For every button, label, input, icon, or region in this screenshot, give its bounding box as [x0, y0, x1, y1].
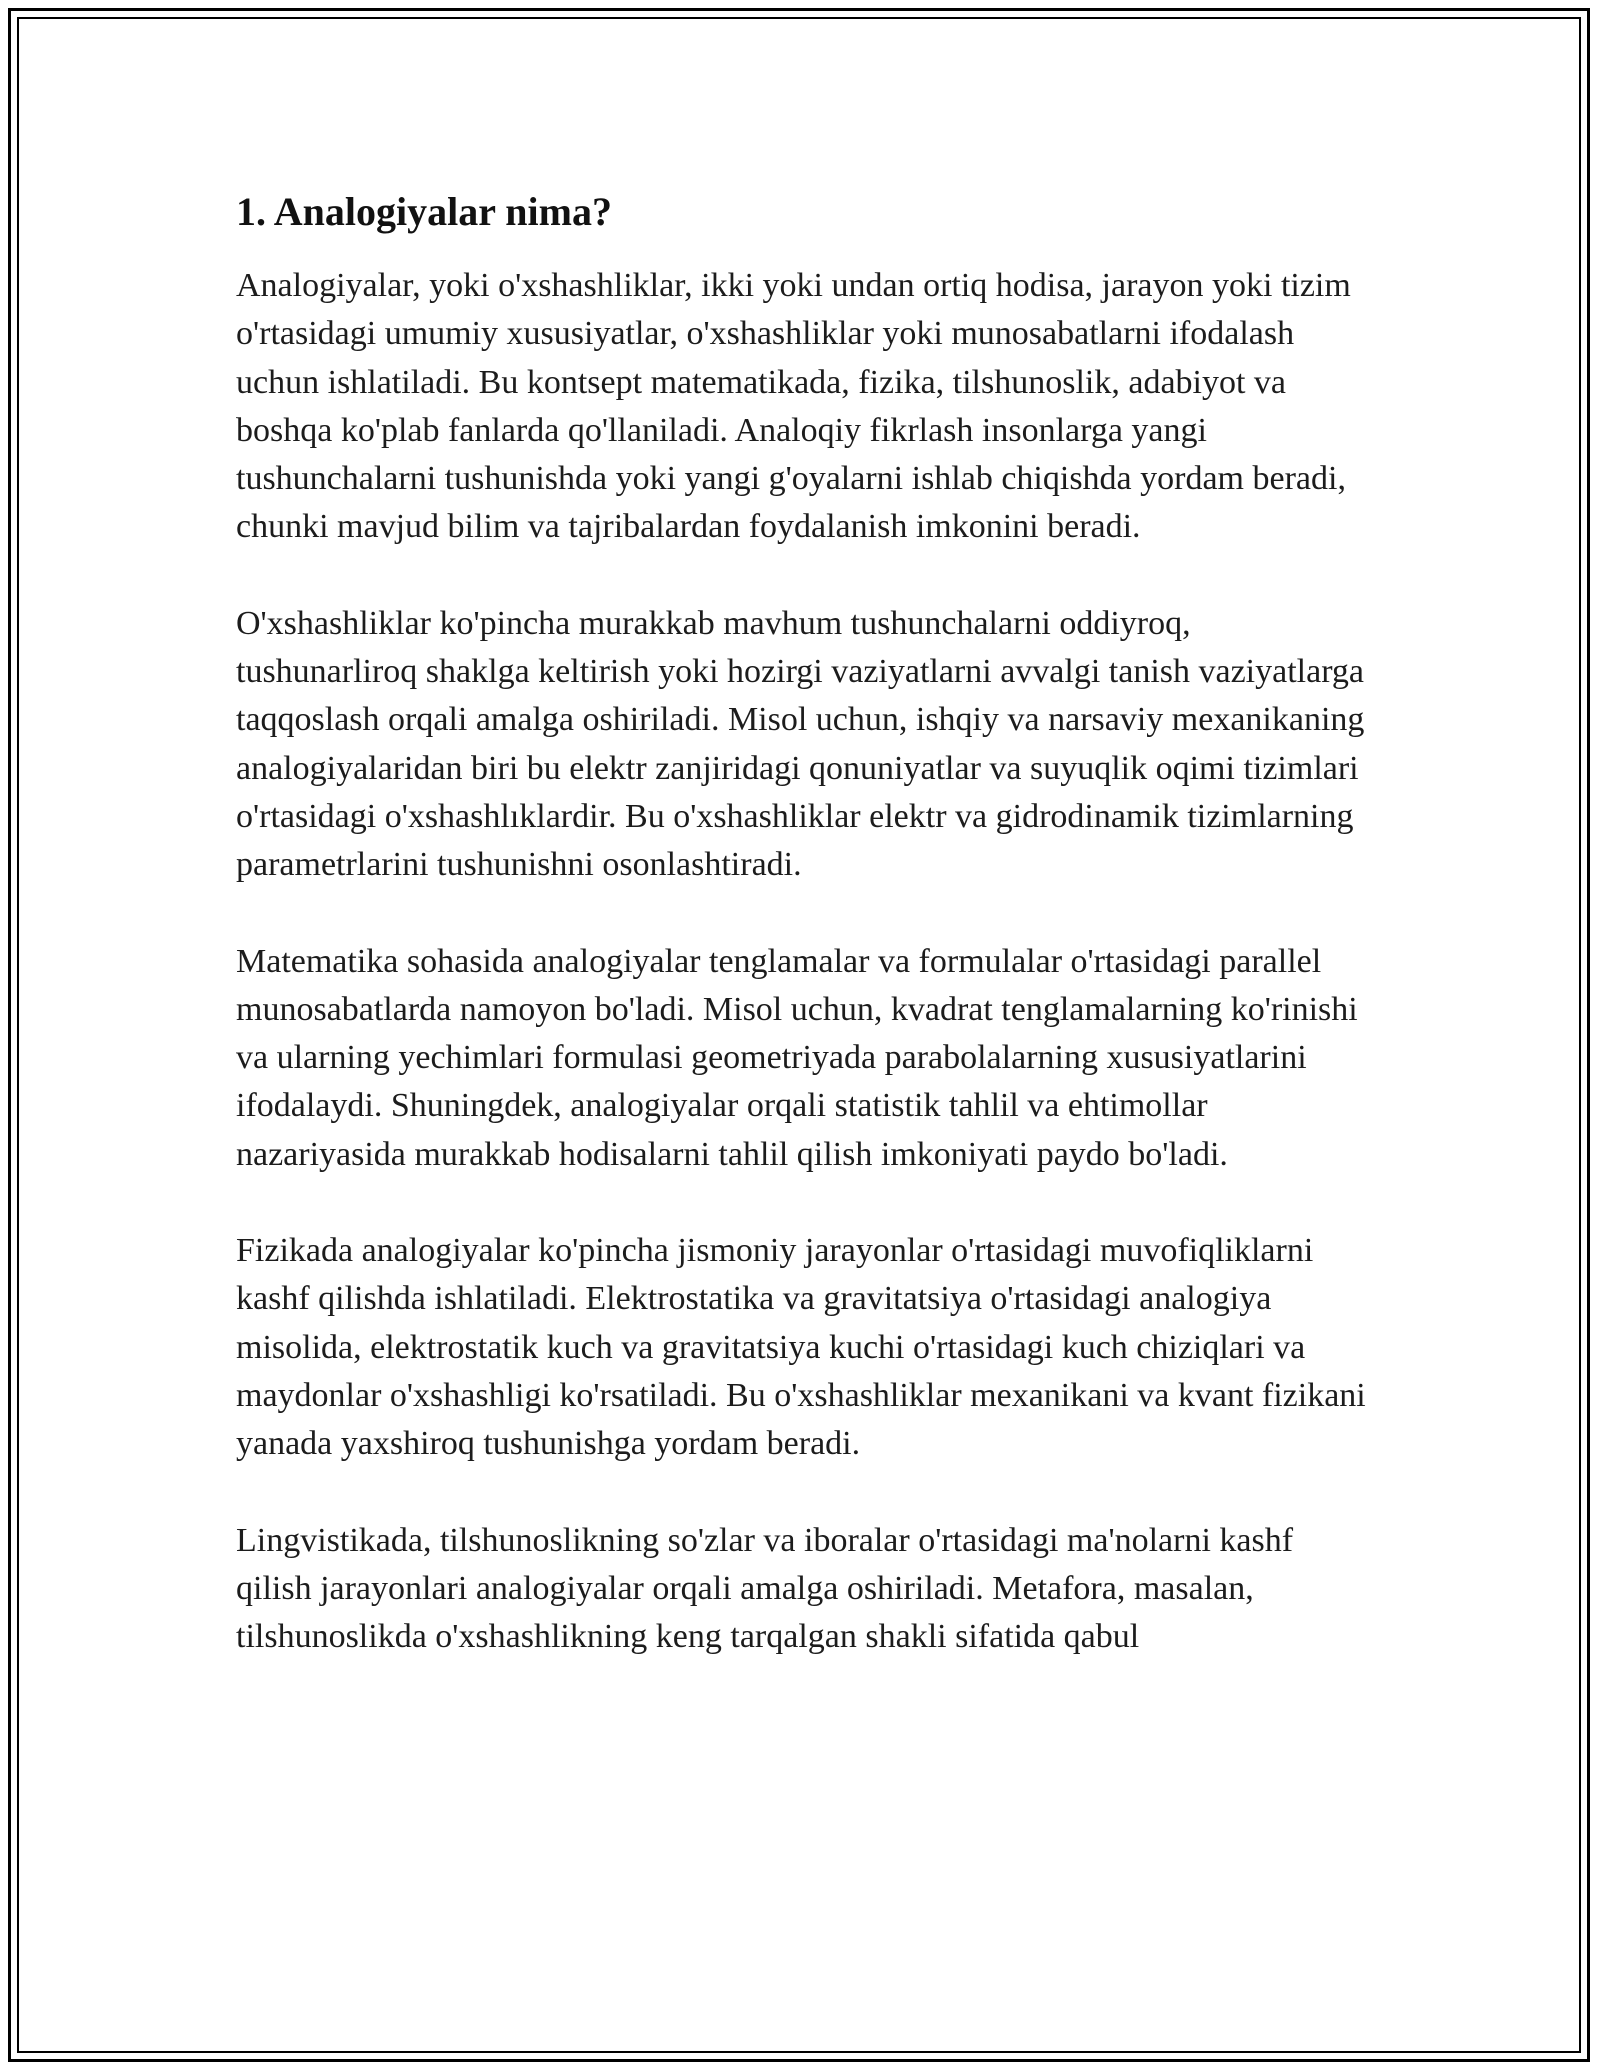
paragraph-mathematics: Matematika sohasida analogiyalar tenglamalar va formulalar o'rtasidagi parallel munosabatlarda namoyon bo'ladi. Misol uchun, kvadrat tenglamalarning ko'rinishi va ularning yechimlari formulasi geometriyada parabolalarning xususiyatlarini ifodalaydi. Shuningdek, analogiyalar orqali statistik tahlil va ehtimollar nazariyasida murakkab hodisalarni tahlil qilish imkoniyati paydo bo'ladi. [236, 942, 1358, 1173]
paragraph-physics: Fizikada analogiyalar ko'pincha jismoniy jarayonlar o'rtasidagi muvofiqliklarni kashf qilishda ishlatiladi. Elektrostatika va gravitatsiya o'rtasidagi analogiya misolida, elektrostatik kuch va gravitatsiya kuchi o'rtasidagi kuch chiziqlari va maydonlar o'xshashligi ko'rsatiladi. Bu o'xshashliklar mexanikani va kvant fizikani yanada yaxshiroq tushunishga yordam beradi. [236, 1232, 1366, 1463]
paragraph-linguistics: Lingvistikada, tilshunoslikning so'zlar va iboralar o'rtasidagi ma'nolarni kashf qilish jarayonlari analogiyalar orqali amalga oshiriladi. Metafora, masalan, tilshunoslikda o'xshashlikning keng tarqalgan shakli sifatida qabul [236, 1521, 1294, 1656]
paragraph-similarities: O'xshashliklar ko'pincha murakkab mavhum tushunchalarni oddiyroq, tushunarliroq shaklga keltirish yoki hozirgi vaziyatlarni avvalgi tanish vaziyatlarga taqqoslash orqali amalga oshiriladi. Misol uchun, ishqiy va narsaviy mexanikaning analogiyalaridan biri bu elektr zanjiridagi qonuniyatlar va suyuqlik oqimi tizimlari o'rtasidagi o'xshashlıklardir. Bu o'xshashliklar elektr va gidrodinamik tizimlarning parametrlarini tushunishni osonlashtiradi. [236, 604, 1365, 884]
paragraph-definition: Analogiyalar, yoki o'xshashliklar, ikki yoki undan ortiq hodisa, jarayon yoki tizim o'rtasidagi umumiy xususiyatlar, o'xshashliklar yoki munosabatlarni ifodalash uchun ishlatiladi. Bu kontsept matematikada, fizika, tilshunoslik, adabiyot va boshqa ko'plab fanlarda qo'llaniladi. Analoqiy fikrlash insonlarga yangi tushunchalarni tushunishda yoki yangi g'oyalarni ishlab chiqishda yordam beradi, chunki mavjud bilim va tajribalardan foydalanish imkonini beradi. [236, 267, 1351, 546]
section-heading: 1. Analogiyalar nima? [236, 189, 612, 234]
document-body [236, 184, 1376, 1709]
